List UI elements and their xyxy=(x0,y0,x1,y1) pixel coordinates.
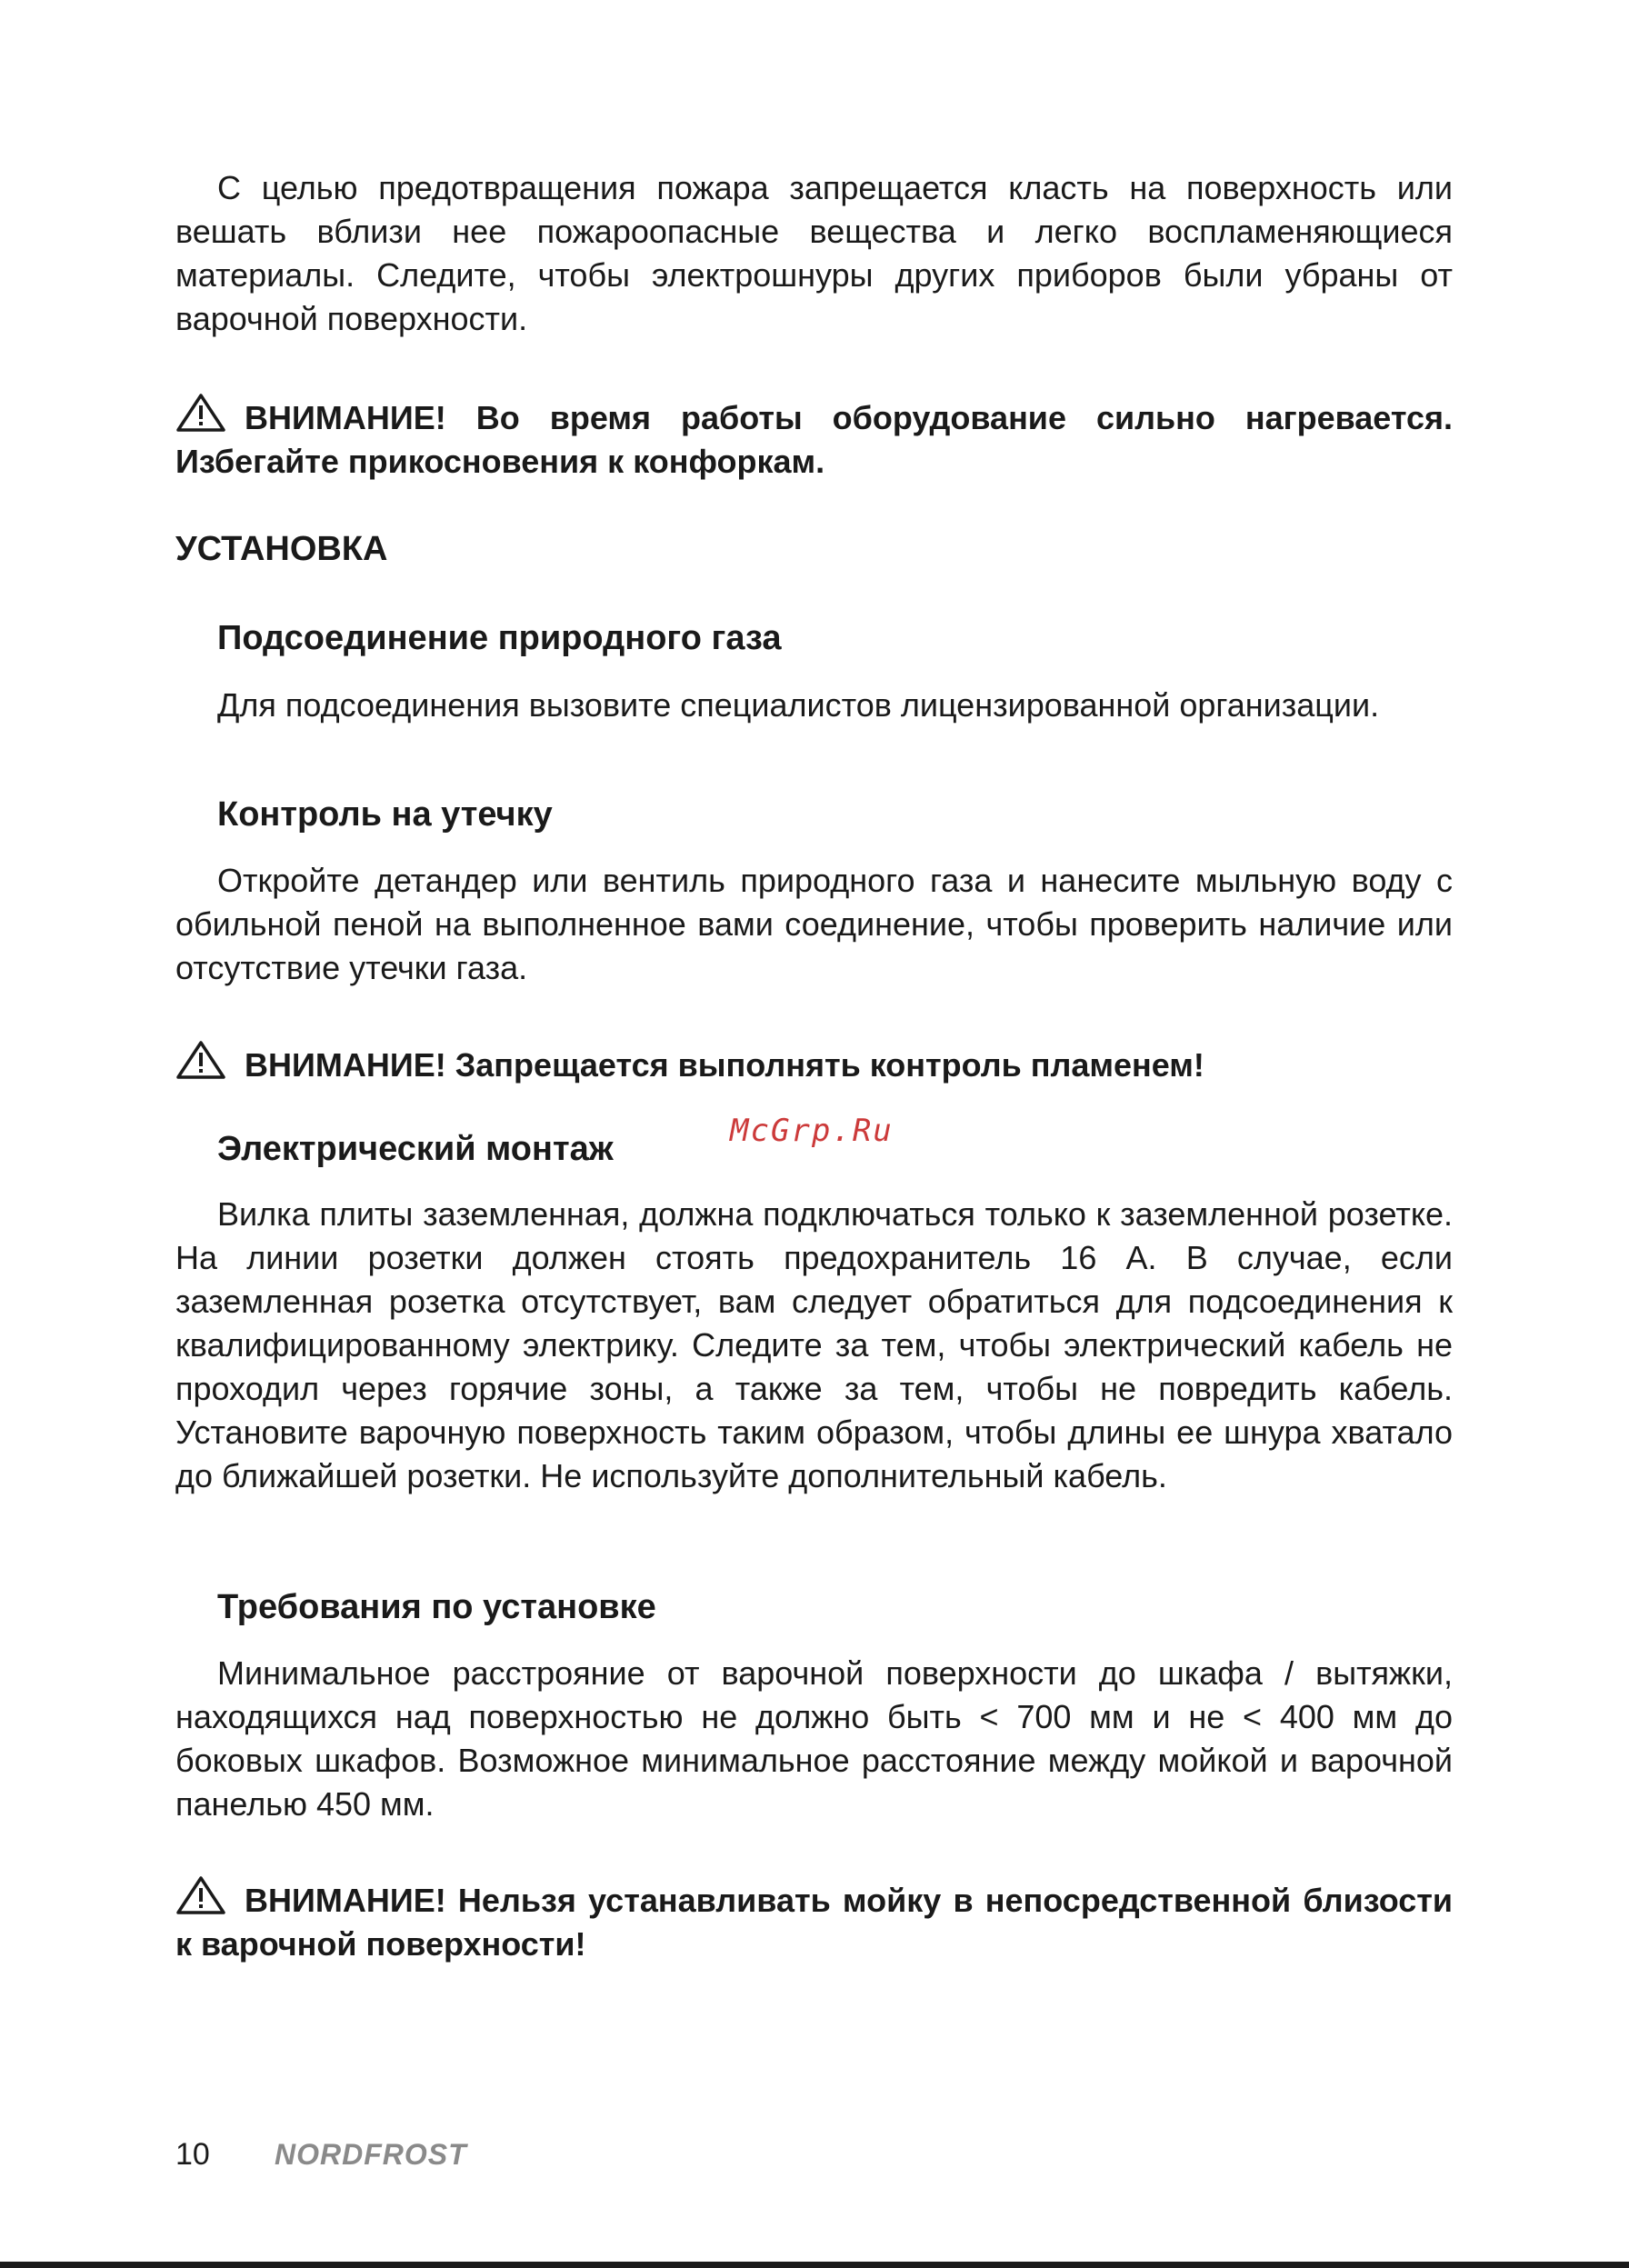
intro-paragraph: С целью предотвращения пожара запрещается класть на поверхность или вешать вблизи нее пожароопасные вещества и легко воспламеняющиеся материалы. Следите, чтобы электрошнуры других приборов были убраны от варочной поверхности. xyxy=(175,169,1453,337)
electric-title: Электрический монтаж xyxy=(217,1130,614,1168)
section-heading-block xyxy=(175,527,1453,571)
requirements-title: Требования по установке xyxy=(217,1588,656,1626)
warning-paragraph-2 xyxy=(175,1040,1453,1087)
leak-paragraph: Откройте детандер или вентиль природного газа и нанесите мыльную воду с обильной пеной на выполненное вами соединение, чтобы проверить наличие или отсутствие утечки газа. xyxy=(175,862,1453,986)
page-number: 10 xyxy=(175,2137,210,2172)
warning-triangle-icon xyxy=(175,393,226,433)
gas-title: Подсоединение природного газа xyxy=(217,619,782,657)
warning-paragraph-3 xyxy=(175,1875,1453,1966)
leak-subsection xyxy=(175,793,1453,836)
brand-logo: NORDFROST xyxy=(275,2138,467,2171)
leak-title: Контроль на утечку xyxy=(217,795,553,834)
warning-paragraph-1 xyxy=(175,393,1453,484)
warning-text-2: ВНИМАНИЕ! Запрещается выполнять контроль пламенем! xyxy=(245,1046,1204,1084)
gas-subsection xyxy=(175,616,1453,660)
electric-paragraph: Вилка плиты заземленная, должна подключаться только к заземленной розетке. На линии розетки должен стоять предохранитель 16 А. В случае, если заземленная розетка отсутствует, вам следует обратиться для подсоединения к квалифицированному электрику. Следите за тем, чтобы электрический кабель не проходил через горячие зоны, а также за тем, чтобы не повредить кабель. Установите варочную поверхность таким образом, чтобы длины ее шнура хватало до ближайшей розетки. Не используйте дополнительный кабель. xyxy=(175,1195,1453,1494)
warning-text-1: ВНИМАНИЕ! Во время работы оборудование сильно нагревается. Избегайте прикосновения к конфоркам. xyxy=(175,399,1453,480)
intro-block xyxy=(175,166,1453,341)
section-title: УСТАНОВКА xyxy=(175,530,388,568)
warning-text-3: ВНИМАНИЕ! Нельзя устанавливать мойку в непосредственной близости к варочной поверхности! xyxy=(175,1882,1453,1963)
warning-triangle-icon xyxy=(175,1040,226,1080)
leak-text-block xyxy=(175,859,1453,990)
warning-triangle-icon xyxy=(175,1875,226,1915)
watermark-text: McGrp.Ru xyxy=(730,1113,894,1149)
requirements-paragraph: Минимальное расстрояние от варочной поверхности до шкафа / вытяжки, находящихся над поверхностью не должно быть < 700 мм и не < 400 мм до боковых шкафов. Возможное минимальное расстояние между мойкой и варочной панелью 450 мм. xyxy=(175,1654,1453,1823)
gas-paragraph: Для подсоединения вызовите специалистов лицензированной организации. xyxy=(217,686,1380,724)
warning-block-1 xyxy=(175,393,1453,484)
requirements-subsection xyxy=(175,1585,1453,1629)
gas-text-block xyxy=(175,684,1453,727)
warning-block-3 xyxy=(175,1875,1453,1966)
warning-block-2 xyxy=(175,1040,1453,1087)
requirements-text-block xyxy=(175,1652,1453,1826)
bottom-rule xyxy=(0,2262,1629,2268)
electric-text-block xyxy=(175,1193,1453,1498)
